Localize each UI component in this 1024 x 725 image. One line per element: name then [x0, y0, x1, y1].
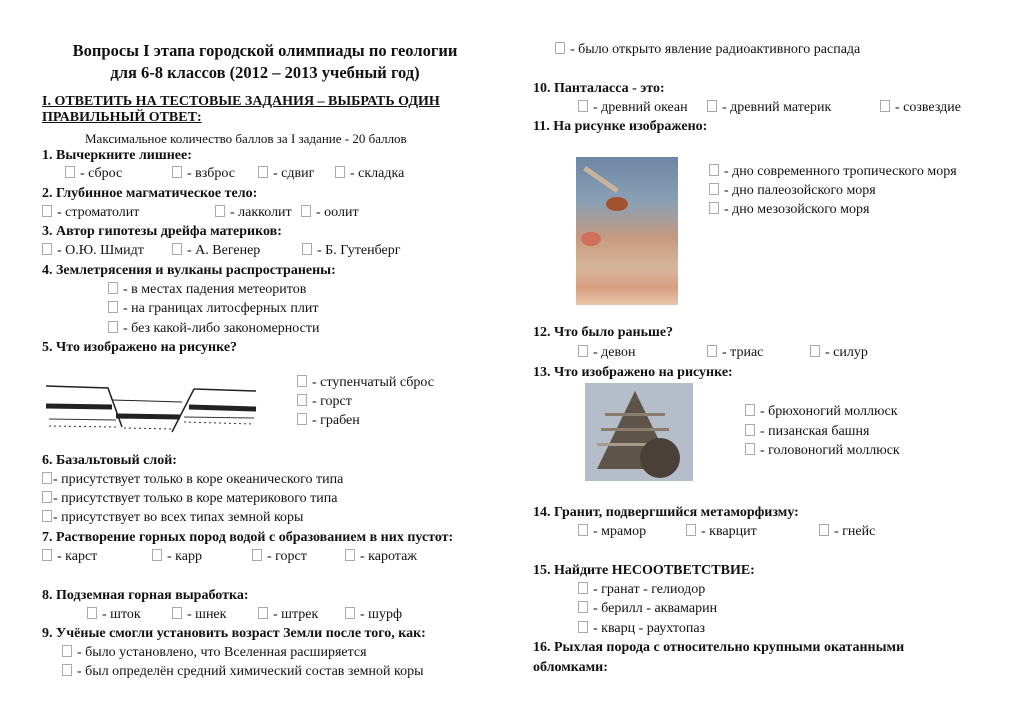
checkbox-icon[interactable]: [65, 166, 75, 178]
checkbox-icon[interactable]: [745, 424, 755, 436]
option-label: - присутствует во всех типах земной коры: [53, 510, 304, 525]
question-8: 8. Подземная горная выработка:: [42, 588, 249, 603]
question-13: 13. Что изображено на рисунке:: [533, 365, 733, 380]
checkbox-icon[interactable]: [42, 491, 52, 503]
option[interactable]: [709, 163, 957, 181]
checkbox-icon[interactable]: [302, 243, 312, 255]
option[interactable]: [880, 99, 961, 117]
option[interactable]: [745, 442, 900, 460]
checkbox-icon[interactable]: [709, 202, 719, 214]
option[interactable]: [215, 204, 292, 222]
checkbox-icon[interactable]: [578, 621, 588, 633]
checkbox-icon[interactable]: [42, 472, 52, 484]
option[interactable]: [62, 663, 424, 681]
checkbox-icon[interactable]: [108, 301, 118, 313]
option-label: - триас: [722, 345, 764, 360]
checkbox-icon[interactable]: [686, 524, 696, 536]
option-label: - дно палеозойского моря: [724, 183, 876, 198]
question-3: 3. Автор гипотезы дрейфа материков:: [42, 224, 282, 239]
checkbox-icon[interactable]: [62, 645, 72, 657]
option-label: - было открыто явление радиоактивного распада: [570, 42, 861, 57]
checkbox-icon[interactable]: [215, 205, 225, 217]
option-label: - грабен: [312, 413, 360, 428]
option[interactable]: [578, 581, 705, 599]
question-7: 7. Растворение горных пород водой с образованием в них пустот:: [42, 530, 454, 545]
option[interactable]: [65, 165, 122, 183]
checkbox-icon[interactable]: [578, 100, 588, 112]
option-label: - созвездие: [895, 100, 961, 115]
checkbox-icon[interactable]: [297, 394, 307, 406]
graben-diagram: [44, 380, 259, 440]
option[interactable]: [810, 344, 868, 362]
option-label: - каротаж: [360, 549, 417, 564]
checkbox-icon[interactable]: [345, 607, 355, 619]
checkbox-icon[interactable]: [578, 524, 588, 536]
checkbox-icon[interactable]: [345, 549, 355, 561]
option[interactable]: [42, 509, 303, 527]
option[interactable]: [297, 393, 352, 411]
ancient-sea-floor-picture: [576, 157, 678, 305]
question-5: 5. Что изображено на рисунке?: [42, 340, 238, 355]
option[interactable]: [578, 99, 688, 117]
checkbox-icon[interactable]: [258, 607, 268, 619]
option[interactable]: [42, 204, 139, 222]
option[interactable]: [745, 423, 869, 441]
option-label: - шнек: [187, 607, 227, 622]
option-label: - А. Вегенер: [187, 243, 261, 258]
checkbox-icon[interactable]: [172, 166, 182, 178]
question-10: 10. Панталасса - это:: [533, 81, 665, 96]
option-label: - горст: [312, 394, 352, 409]
question-16-cont: обломками:: [533, 660, 608, 675]
option-label: - оолит: [316, 205, 359, 220]
option-label: - сдвиг: [273, 166, 315, 181]
option[interactable]: [578, 620, 705, 638]
option-label: - был определён средний химический состав земной коры: [77, 664, 424, 679]
option[interactable]: [745, 403, 898, 421]
question-11: 11. На рисунке изображено:: [533, 119, 708, 134]
option-label: - без какой-либо закономерности: [123, 321, 320, 336]
question-16: 16. Рыхлая порода с относительно крупными окатанными: [533, 640, 905, 655]
checkbox-icon[interactable]: [297, 375, 307, 387]
option-label: - горст: [267, 549, 307, 564]
checkbox-icon[interactable]: [819, 524, 829, 536]
option[interactable]: [108, 281, 306, 299]
option-label: - брюхоногий моллюск: [760, 404, 898, 419]
option[interactable]: [42, 242, 144, 260]
option[interactable]: [252, 548, 307, 566]
option[interactable]: [819, 523, 875, 541]
doc-title-line-1: Вопросы I этапа городской олимпиады по геологии: [72, 41, 458, 60]
option-label: - дно мезозойского моря: [724, 202, 870, 217]
option[interactable]: [335, 165, 404, 183]
checkbox-icon[interactable]: [258, 166, 268, 178]
gastropod-shell-picture: [585, 383, 693, 481]
option[interactable]: [87, 606, 141, 624]
option-label: - гранат - гелиодор: [593, 582, 706, 597]
option[interactable]: [302, 242, 400, 260]
checkbox-icon[interactable]: [707, 100, 717, 112]
option[interactable]: [297, 374, 434, 392]
doc-title-line-2: для 6-8 классов (2012 – 2013 учебный год): [110, 63, 420, 82]
option-label: - берилл - аквамарин: [593, 601, 718, 616]
option-label: - карр: [167, 549, 202, 564]
option-label: - мрамор: [593, 524, 647, 539]
option[interactable]: [345, 606, 402, 624]
question-9: 9. Учёные смогли установить возраст Земли после того, как:: [42, 626, 426, 641]
option-label: - гнейс: [834, 524, 876, 539]
question-14: 14. Гранит, подвергшийся метаморфизму:: [533, 505, 799, 520]
option-label: - древний океан: [593, 100, 688, 115]
option[interactable]: [42, 548, 97, 566]
option-label: - складка: [350, 166, 405, 181]
option[interactable]: [172, 606, 226, 624]
option[interactable]: [258, 606, 318, 624]
option-label: - кварц - раухтопаз: [593, 621, 706, 636]
option-label: - шурф: [360, 607, 403, 622]
option[interactable]: [555, 41, 860, 59]
checkbox-icon[interactable]: [87, 607, 97, 619]
checkbox-icon[interactable]: [297, 413, 307, 425]
question-15: 15. Найдите НЕСООТВЕТСТВИЕ:: [533, 563, 755, 578]
option-label: - силур: [825, 345, 868, 360]
checkbox-icon[interactable]: [335, 166, 345, 178]
option[interactable]: [709, 182, 876, 200]
checkbox-icon[interactable]: [709, 164, 719, 176]
option-label: - строматолит: [57, 205, 140, 220]
section-heading: I. ОТВЕТИТЬ НА ТЕСТОВЫЕ ЗАДАНИЯ – ВЫБРАТЬ ОДИН: [42, 94, 440, 109]
option-label: - ступенчатый сброс: [312, 375, 434, 390]
option[interactable]: [172, 165, 235, 183]
checkbox-icon[interactable]: [42, 549, 52, 561]
checkbox-icon[interactable]: [42, 243, 52, 255]
option-label: - было установлено, что Вселенная расширяется: [77, 645, 367, 660]
option-label: - присутствует только в коре материкового типа: [53, 491, 338, 506]
option[interactable]: [578, 344, 636, 362]
option-label: - девон: [593, 345, 636, 360]
checkbox-icon[interactable]: [578, 345, 588, 357]
checkbox-icon[interactable]: [301, 205, 311, 217]
checkbox-icon[interactable]: [880, 100, 890, 112]
option[interactable]: [301, 204, 359, 222]
option-label: - сброс: [80, 166, 123, 181]
question-1: 1. Вычеркните лишнее:: [42, 148, 192, 163]
checkbox-icon[interactable]: [252, 549, 262, 561]
option[interactable]: [297, 412, 360, 430]
option-label: - Б. Гутенберг: [317, 243, 401, 258]
option[interactable]: [108, 320, 319, 338]
option[interactable]: [108, 300, 318, 318]
option-label: - О.Ю. Шмидт: [57, 243, 144, 258]
option-label: - присутствует только в коре океанического типа: [53, 472, 344, 487]
question-4: 4. Землетрясения и вулканы распространены:: [42, 263, 336, 278]
max-score: Максимальное количество баллов за I задание - 20 баллов: [85, 131, 407, 146]
checkbox-icon[interactable]: [707, 345, 717, 357]
option[interactable]: [578, 523, 646, 541]
question-12: 12. Что было раньше?: [533, 325, 674, 340]
option[interactable]: [345, 548, 417, 566]
option[interactable]: [152, 548, 202, 566]
option-label: - древний материк: [722, 100, 832, 115]
question-2: 2. Глубинное магматическое тело:: [42, 186, 258, 201]
option[interactable]: [172, 242, 260, 260]
option-label: - взброс: [187, 166, 235, 181]
checkbox-icon[interactable]: [555, 42, 565, 54]
option[interactable]: [258, 165, 314, 183]
question-6: 6. Базальтовый слой:: [42, 453, 177, 468]
checkbox-icon[interactable]: [578, 582, 588, 594]
checkbox-icon[interactable]: [42, 510, 52, 522]
option[interactable]: [707, 344, 763, 362]
option-label: - шток: [102, 607, 141, 622]
option-label: - кварцит: [701, 524, 757, 539]
option-label: - дно современного тропического моря: [724, 164, 957, 179]
option[interactable]: [578, 600, 717, 618]
option-label: - штрек: [273, 607, 319, 622]
checkbox-icon[interactable]: [172, 243, 182, 255]
checkbox-icon[interactable]: [810, 345, 820, 357]
section-heading-2: ПРАВИЛЬНЫЙ ОТВЕТ:: [42, 110, 202, 125]
option[interactable]: [709, 201, 869, 219]
checkbox-icon[interactable]: [152, 549, 162, 561]
checkbox-icon[interactable]: [745, 443, 755, 455]
checkbox-icon[interactable]: [172, 607, 182, 619]
checkbox-icon[interactable]: [42, 205, 52, 217]
option-label: - пизанская башня: [760, 424, 870, 439]
option-label: - на границах литосферных плит: [123, 301, 319, 316]
option[interactable]: [686, 523, 757, 541]
option-label: - карст: [57, 549, 98, 564]
checkbox-icon[interactable]: [709, 183, 719, 195]
checkbox-icon[interactable]: [108, 321, 118, 333]
checkbox-icon[interactable]: [745, 404, 755, 416]
option-label: - головоногий моллюск: [760, 443, 900, 458]
option[interactable]: [42, 471, 343, 489]
option[interactable]: [62, 644, 367, 662]
checkbox-icon[interactable]: [578, 601, 588, 613]
checkbox-icon[interactable]: [62, 664, 72, 676]
option-label: - лакколит: [230, 205, 292, 220]
option[interactable]: [707, 99, 831, 117]
checkbox-icon[interactable]: [108, 282, 118, 294]
option-label: - в местах падения метеоритов: [123, 282, 307, 297]
option[interactable]: [42, 490, 337, 508]
